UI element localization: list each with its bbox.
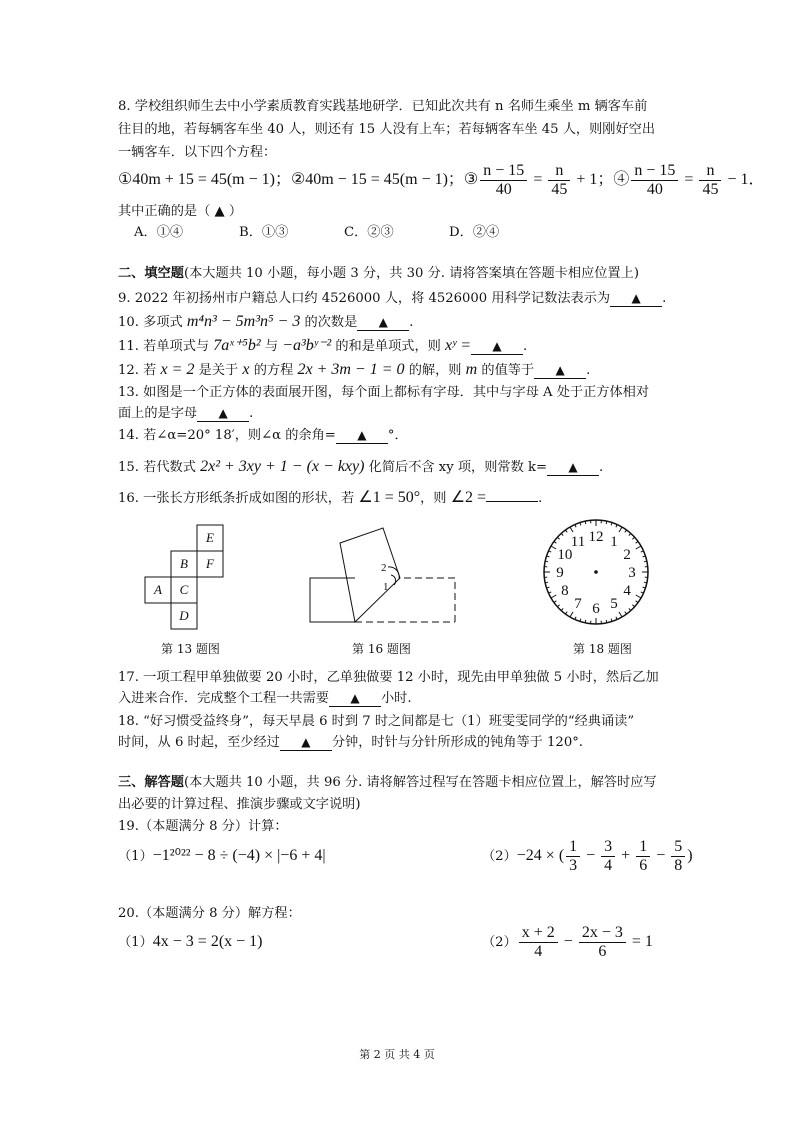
- clock-tick: [551, 546, 556, 549]
- clock-tick: [585, 521, 586, 524]
- q15-post: 化简后不含 xy 项，则常数 k=: [364, 460, 548, 475]
- q12-equation: 2x + 3m − 1 = 0: [297, 361, 405, 378]
- q20-frac-2: $\frac{2x - 3}{6}$: [579, 924, 626, 961]
- q13-answer-blank: ▲: [197, 405, 249, 422]
- q10-post: 的次数是: [300, 315, 358, 330]
- q10-polynomial: m⁴n³ − 5m³n⁵ − 3: [186, 313, 301, 330]
- q20-p1-equation: 4x − 3 = 2(x − 1): [152, 933, 263, 950]
- q15: [118, 458, 603, 477]
- q9: [118, 290, 666, 308]
- q8-eq1: ①40m + 15 = 45(m − 1)；②40m − 15 = 45(m − 1)；③: [118, 171, 479, 189]
- clock-tick: [636, 601, 638, 603]
- clock-tick: [641, 592, 644, 593]
- q19-part2: [482, 838, 693, 875]
- q12-post: 的解，则: [404, 363, 466, 378]
- cube-letter-f: F: [206, 556, 214, 571]
- folded-strip-figure: [310, 528, 455, 622]
- clock-tick: [575, 524, 576, 527]
- q19-head: 19.（本题满分 8 分）计算：: [118, 819, 288, 834]
- q20-p2-label: （2）: [482, 935, 517, 950]
- q19-p1-label: （1）: [118, 849, 153, 864]
- q8-options: [134, 224, 554, 242]
- q11-mid: 与: [260, 339, 283, 354]
- q19-p2-label: （2）: [482, 849, 517, 864]
- q19-frac-1: $\frac{1}{3}$: [566, 838, 580, 875]
- q10-end: .: [409, 315, 414, 330]
- q12-answer-blank: ▲: [534, 362, 586, 379]
- clock-tick: [644, 582, 647, 583]
- cube-letter-e: E: [206, 530, 214, 545]
- q20-head: 20.（本题满分 8 分）解方程：: [118, 906, 301, 921]
- clock-tick: [632, 605, 634, 607]
- q20-part2: [482, 924, 653, 961]
- clock-number: 11: [570, 533, 586, 550]
- clock-tick: [619, 612, 622, 617]
- q16-pre: 16. 一张长方形纸条折成如图的形状，若: [118, 491, 359, 506]
- clock-tick: [629, 533, 631, 535]
- q8-equations: [118, 162, 764, 199]
- q9-end: .: [662, 291, 667, 306]
- clock-tick: [606, 620, 607, 623]
- q19-frac-2: $\frac{3}{4}$: [601, 838, 615, 875]
- q19-part1: [118, 847, 326, 866]
- clock-tick: [545, 582, 548, 583]
- clock-number: 10: [557, 547, 573, 563]
- q20-end: = 1: [627, 933, 653, 950]
- section3-desc2: 出必要的计算过程、推演步骤或文字说明): [118, 797, 361, 812]
- q20-op: −: [559, 933, 577, 950]
- cube-letter-c: C: [179, 582, 189, 597]
- q14-answer-blank: ▲: [336, 427, 388, 444]
- clock-tick: [545, 561, 548, 562]
- q11-end: .: [523, 339, 528, 354]
- section2-title: 二、填空题: [118, 266, 184, 281]
- q16-end: .: [538, 491, 543, 506]
- q15-end: .: [599, 460, 604, 475]
- clock-number: 2: [623, 547, 631, 563]
- q8-option-d: D．②④: [449, 225, 500, 240]
- q15-answer-blank: ▲: [547, 459, 599, 476]
- clock-tick: [616, 617, 617, 620]
- caption-fig16: 第 16 题图: [352, 642, 411, 656]
- q8-eq4-mid: =: [680, 171, 698, 189]
- q19-op-3: −: [652, 847, 670, 864]
- q8-ask: 其中正确的是（ ▲ ）: [118, 204, 243, 219]
- q12-mid: 是关于: [194, 363, 243, 378]
- clock-number: 5: [610, 596, 618, 613]
- clock-number: 1: [610, 533, 618, 550]
- page-footer: 第 2 页 共 4 页: [359, 1048, 435, 1061]
- q8-eq4-end: − 1．: [723, 171, 765, 189]
- q18-text: 时间，从 6 时起，至少经过: [118, 735, 280, 750]
- q16-angle2: ∠2 =: [450, 489, 487, 506]
- section2-desc: (本大题共 10 小题，每小题 3 分，共 30 分. 请将答案填在答题卡相应位置上): [183, 266, 639, 281]
- q14-end: °．: [387, 428, 408, 443]
- q11-post: 的和是单项式，则: [331, 339, 446, 354]
- q12-x-value: x = 2: [160, 361, 195, 378]
- q8-option-a: A．①④: [134, 225, 184, 240]
- clock-tick: [548, 551, 551, 552]
- q11: [118, 337, 527, 356]
- q8-line3: 一辆客车．以下四个方程：: [118, 145, 277, 160]
- q19-frac-3: $\frac{1}{6}$: [636, 838, 650, 875]
- section3-heading: [118, 774, 657, 792]
- q11-monomial-1: 7aˣ⁺⁵b²: [213, 337, 261, 354]
- q17-text: 入进来合作．完成整个工程一共需要: [118, 691, 329, 706]
- fold-label-1: 1: [383, 581, 389, 593]
- q20-frac-1: $\frac{x + 2}{4}$: [519, 924, 558, 961]
- q12-end: .: [586, 363, 591, 378]
- q14-text: 14. 若∠α=20° 18′，则∠α 的余角=: [118, 428, 336, 443]
- q13-line2: [118, 405, 253, 423]
- q11-monomial-2: −a³bʸ⁻²: [282, 337, 332, 354]
- clock-number: 12: [588, 529, 604, 545]
- caption-fig13: 第 13 题图: [161, 642, 220, 656]
- clock-tick: [575, 617, 576, 620]
- q8-line1: 8. 学校组织师生去中小学素质教育实践基地研学．已知此次共有 n 名师生乘坐 m 辆客车前: [118, 99, 648, 114]
- q13-end: .: [249, 406, 254, 421]
- q19-op-2: +: [617, 847, 635, 864]
- clock-tick: [570, 527, 573, 532]
- q18-line1: 18. “好习惯受益终身”，每天早晨 6 时到 7 时之间都是七（1）班雯雯同学的“经典诵读”: [118, 714, 635, 729]
- clock-tick: [554, 541, 556, 543]
- clock-number: 7: [574, 596, 582, 613]
- clock-tick: [644, 561, 647, 562]
- clock-tick: [636, 541, 638, 543]
- q8-frac3b: $\frac{n}{45}$: [548, 162, 570, 199]
- q8-frac4a: $\frac{n - 15}{40}$: [631, 162, 678, 199]
- clock-tick: [625, 612, 627, 614]
- clock-tick: [625, 530, 627, 532]
- clock-tick: [619, 527, 622, 532]
- cube-letter-d: D: [179, 608, 189, 623]
- q17-end: 小时.: [381, 691, 412, 706]
- q17-answer-blank: ▲: [329, 690, 381, 707]
- q13-text: 面上的是字母: [118, 406, 198, 421]
- q20-part1: [118, 933, 263, 952]
- q12: [118, 361, 590, 380]
- clock-tick: [616, 524, 617, 527]
- q16-answer-blank: [486, 501, 538, 502]
- q13-line1: 13. 如图是一个正方体的表面展开图，每个面上都标有字母．其中与字母 A 处于正方体相对: [118, 385, 650, 400]
- q12-pre: 12. 若: [118, 363, 161, 378]
- q14: [118, 427, 408, 445]
- q16-post: ，则: [420, 491, 451, 506]
- q8-option-c: C．②③: [344, 225, 394, 240]
- clock-number: 6: [592, 601, 600, 617]
- clock-tick: [585, 620, 586, 623]
- q17-line2: [118, 690, 412, 708]
- q11-pre: 11. 若单项式与: [118, 339, 214, 354]
- q18-answer-blank: ▲: [280, 734, 332, 751]
- q8-eq3-end: + 1；④: [572, 171, 630, 189]
- clock-number: 4: [623, 583, 631, 599]
- q8-eq3-mid: =: [529, 171, 547, 189]
- q18-line2: [118, 734, 583, 752]
- q17-line1: 17. 一项工程甲单独做要 20 小时，乙单独做要 12 小时，现先由甲单独做 5 小时，然后乙加: [118, 670, 659, 685]
- q10: [118, 313, 414, 332]
- clock-tick: [561, 608, 563, 610]
- clock-tick: [636, 546, 641, 549]
- q8-frac4b: $\frac{n}{45}$: [699, 162, 721, 199]
- clock-center-dot: [594, 570, 598, 574]
- q19-p1-expression: −1²⁰²² − 8 ÷ (−4) × |−6 + 4|: [152, 847, 326, 864]
- section3-title: 三、解答题: [118, 775, 184, 790]
- clock-tick: [551, 595, 556, 598]
- clock-tick: [557, 537, 559, 539]
- cube-letter-b: B: [180, 556, 188, 571]
- section3-desc: (本大题共 10 小题，共 96 分. 请将解答过程写在答题卡相应位置上，解答时应写: [183, 775, 657, 790]
- clock-tick: [557, 605, 559, 607]
- q11-power: xʸ =: [445, 337, 471, 354]
- q19-op-1: −: [582, 847, 600, 864]
- q11-answer-blank: ▲: [471, 338, 523, 355]
- clock-tick: [570, 612, 573, 617]
- q15-expression: 2x² + 3xy + 1 − (x − kxy): [200, 458, 365, 475]
- q16-angle1: ∠1 = 50°: [358, 489, 421, 506]
- q9-text: 9. 2022 年初扬州市户籍总人口约 4526000 人，将 4526000 用科学记数法表示为: [118, 291, 611, 306]
- clock-tick: [548, 592, 551, 593]
- q8-frac3a: $\frac{n - 15}{40}$: [480, 162, 527, 199]
- q19-frac-4: $\frac{5}{8}$: [671, 838, 685, 875]
- clock-figure: [544, 520, 648, 624]
- clock-tick: [636, 595, 641, 598]
- q12-m: m: [465, 361, 478, 378]
- cube-letter-a: A: [154, 582, 162, 597]
- q20-p1-label: （1）: [118, 935, 153, 950]
- fold-label-2: 2: [381, 562, 387, 574]
- clock-number: 3: [628, 565, 636, 581]
- q12-post2: 的值等于: [477, 363, 535, 378]
- clock-tick: [554, 601, 556, 603]
- q8-option-b: B．①③: [239, 225, 289, 240]
- caption-fig18: 第 18 题图: [573, 642, 632, 656]
- q15-pre: 15. 若代数式: [118, 460, 201, 475]
- clock-tick: [565, 530, 567, 532]
- section2-heading: [118, 265, 639, 283]
- q10-pre: 10. 多项式: [118, 315, 187, 330]
- q12-var: x: [242, 361, 250, 378]
- q12-mid2: 的方程: [249, 363, 298, 378]
- clock-tick: [641, 551, 644, 552]
- q18-end: 分钟，时针与分针所形成的钝角等于 120°.: [331, 735, 583, 750]
- clock-tick: [561, 533, 563, 535]
- clock-tick: [632, 537, 634, 539]
- q8-line2: 往目的地，若每辆客车坐 40 人，则还有 15 人没有上车；若每辆客车坐 45 人，则刚好空出: [118, 122, 656, 137]
- clock-number: 8: [561, 583, 569, 599]
- clock-tick: [606, 521, 607, 524]
- clock-number: 9: [556, 565, 564, 581]
- q10-answer-blank: ▲: [357, 314, 409, 331]
- clock-tick: [629, 608, 631, 610]
- q9-answer-blank: ▲: [610, 290, 662, 307]
- q16: [118, 489, 542, 508]
- q19-p2-post: ): [687, 847, 693, 864]
- clock-tick: [565, 612, 567, 614]
- q19-p2-pre: −24 × (: [516, 847, 565, 864]
